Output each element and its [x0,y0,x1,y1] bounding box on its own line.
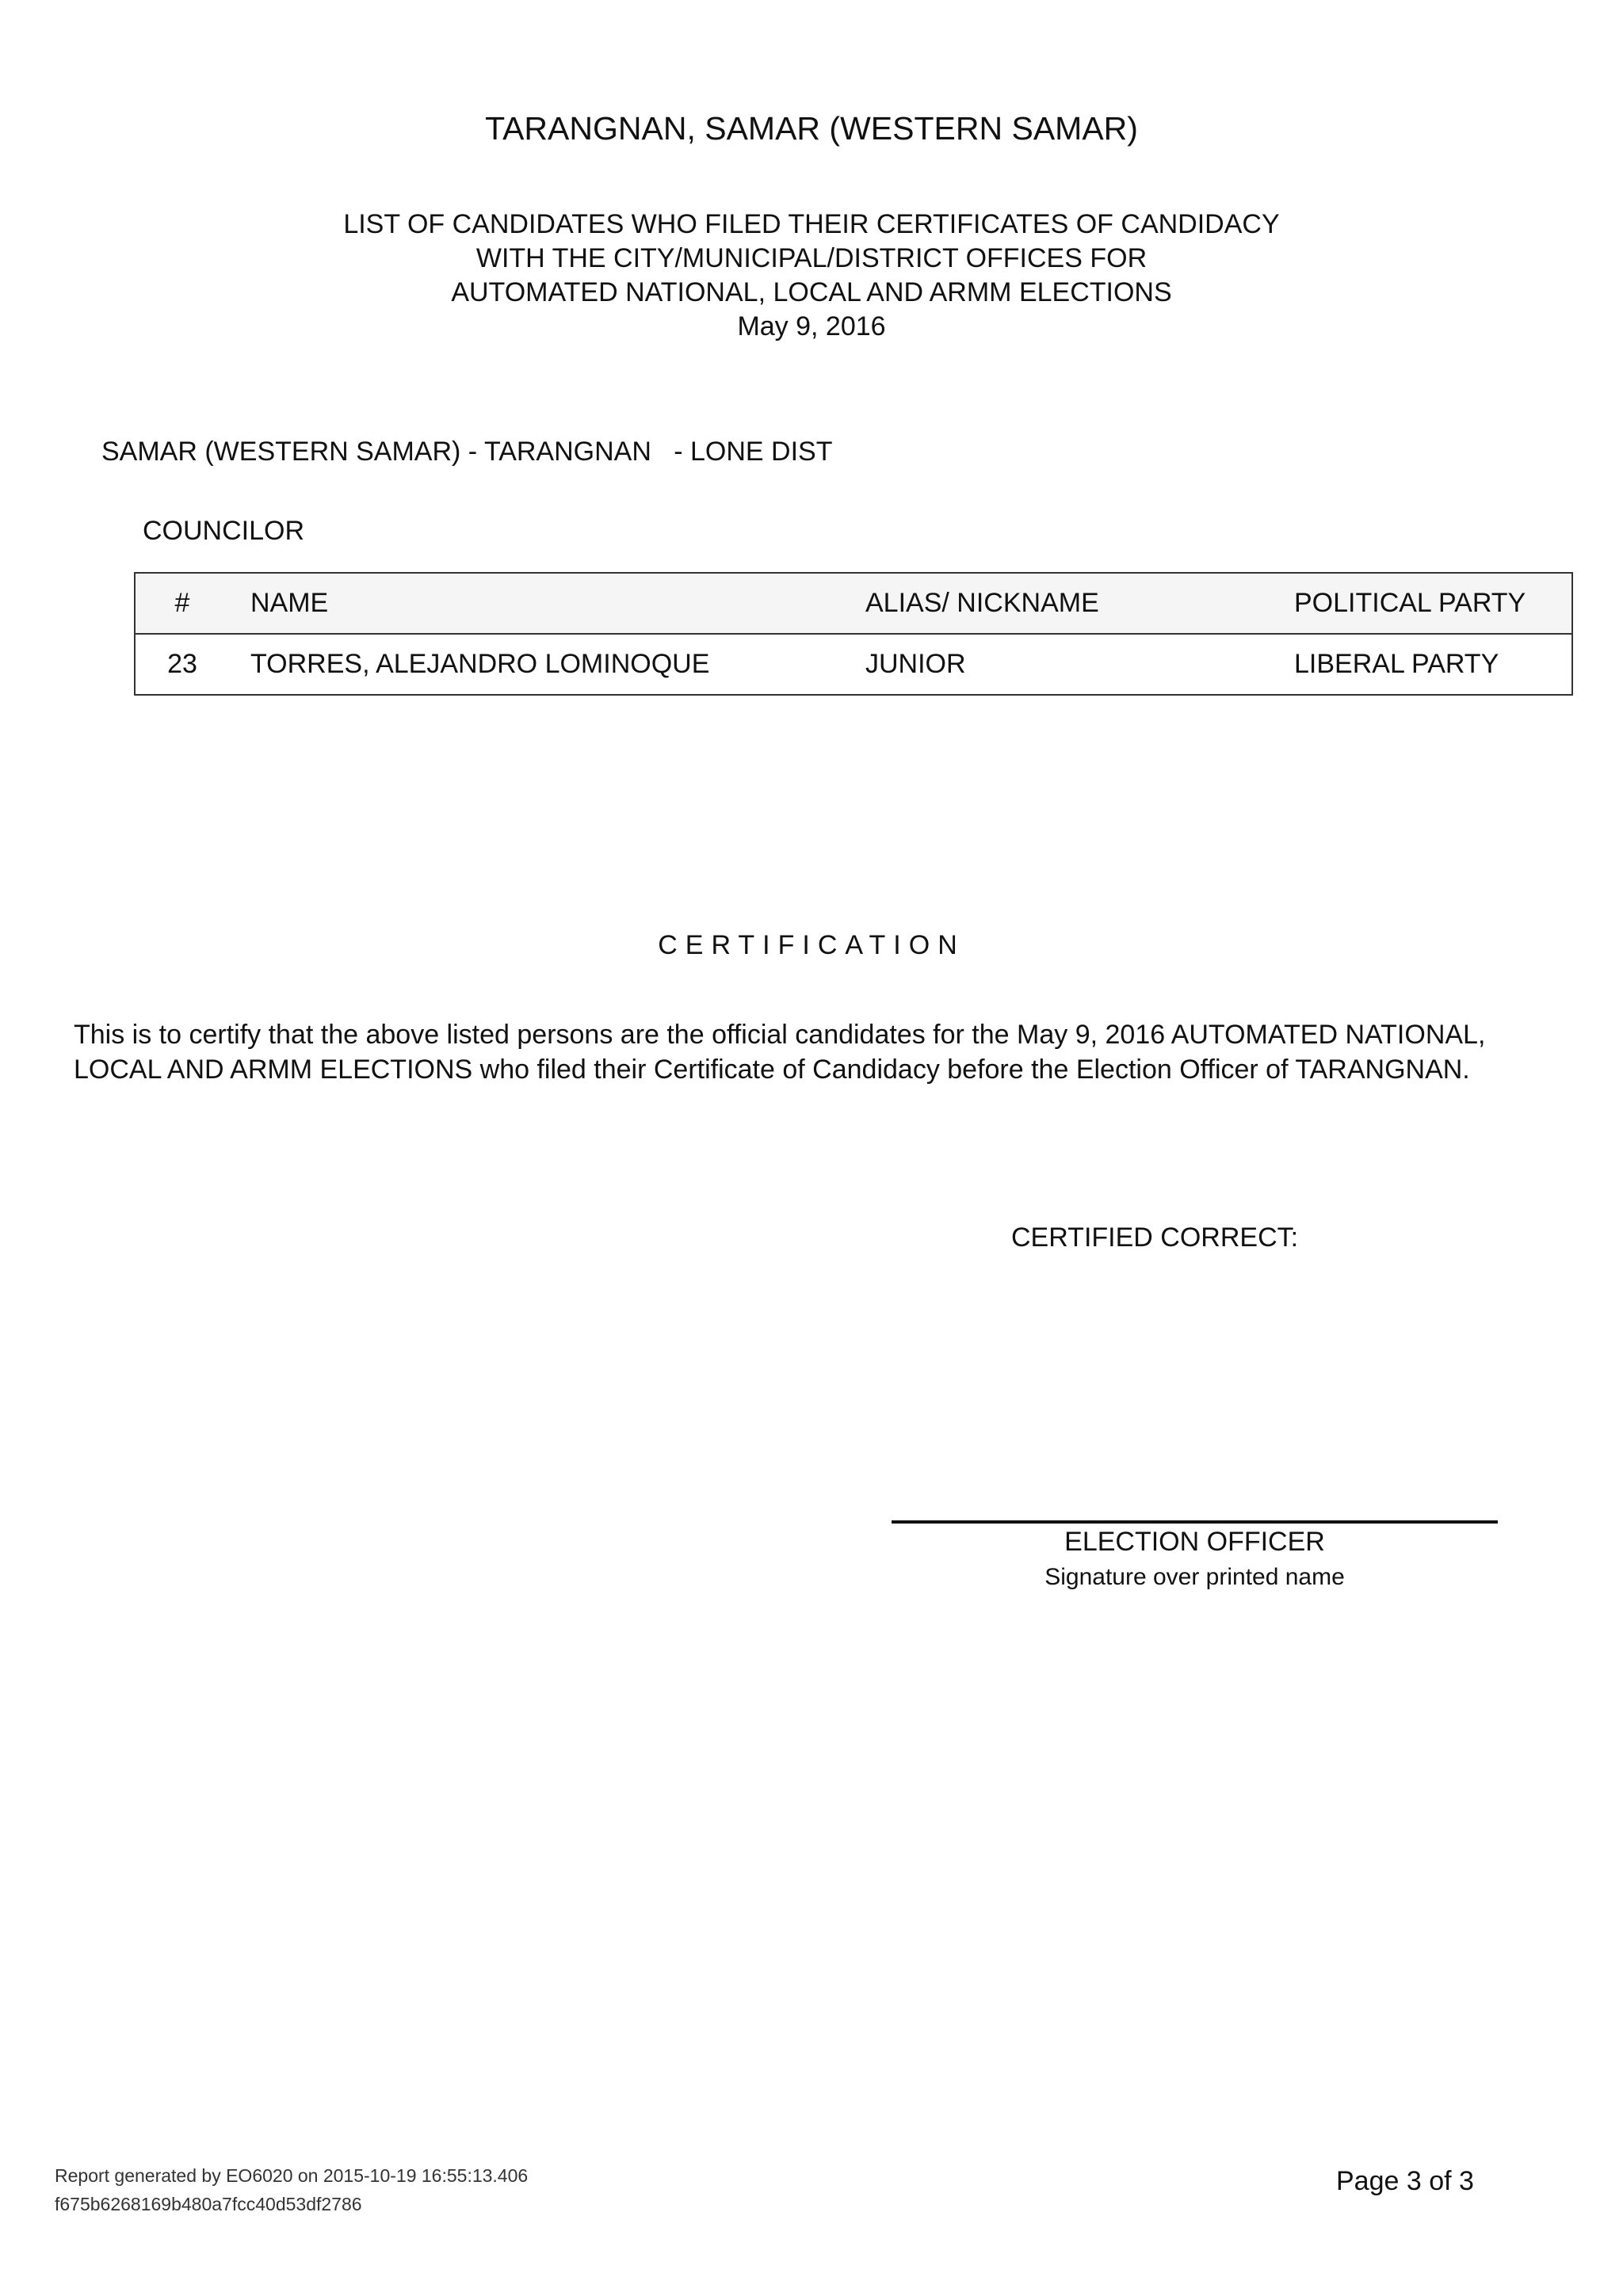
signature-line [892,1520,1498,1524]
candidate-alias: JUNIOR [865,649,966,679]
header-number: # [174,588,190,618]
heading-line: AUTOMATED NATIONAL, LOCAL AND ARMM ELECTIONS [451,277,1172,307]
candidate-party: LIBERAL PARTY [1294,649,1499,679]
header-party: POLITICAL PARTY [1294,588,1526,618]
candidate-number: 23 [167,649,197,679]
page-number: Page 3 of 3 [1336,2166,1474,2196]
report-generated-text: Report generated by EO6020 on 2015-10-19 16:55:13.406 [55,2165,529,2186]
candidate-name: TORRES, ALEJANDRO LOMINOQUE [250,649,710,679]
heading-line: LIST OF CANDIDATES WHO FILED THEIR CERTIFICATES OF CANDIDACY [343,209,1280,239]
election-officer-label: ELECTION OFFICER [1064,1527,1325,1557]
certified-correct-label: CERTIFIED CORRECT: [1011,1222,1299,1253]
certification-title: CERTIFICATION [658,930,965,960]
document-title: TARANGNAN, SAMAR (WESTERN SAMAR) [485,110,1138,147]
table-row [136,635,1571,694]
header-name: NAME [250,588,329,618]
report-hash: f675b6268169b480a7fcc40d53df2786 [55,2194,362,2214]
list-heading [0,208,1623,344]
heading-line: WITH THE CITY/MUNICIPAL/DISTRICT OFFICES FOR [475,243,1148,273]
position-label: COUNCILOR [143,516,305,546]
certification-body [74,1017,1564,1087]
certification-line: LOCAL AND ARMM ELECTIONS who filed their Certificate of Candidacy before the Election Officer of TARANGNAN. [74,1055,1470,1085]
candidates-table [134,572,1573,696]
certification-line: This is to certify that the above listed persons are the official candidates for the May 9, 2016 AUTOMATED NATIONAL, [74,1020,1486,1050]
election-date: May 9, 2016 [737,311,886,341]
table-header-row [136,574,1571,635]
signature-note: Signature over printed name [1044,1564,1345,1590]
district-label: SAMAR (WESTERN SAMAR) - TARANGNAN - LONE DIST [101,437,833,467]
header-alias: ALIAS/ NICKNAME [865,588,1099,618]
